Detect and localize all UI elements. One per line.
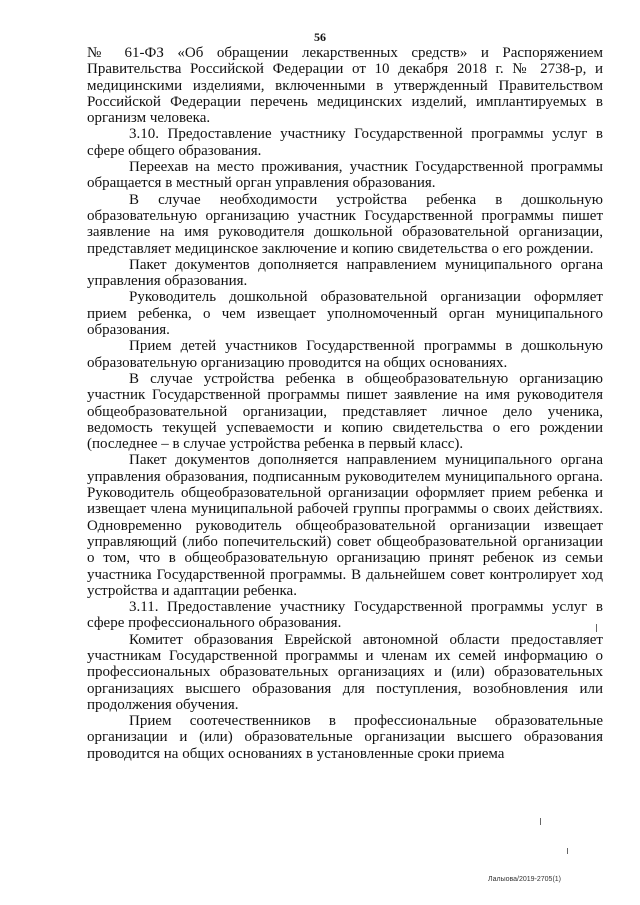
scan-mark xyxy=(596,624,597,632)
paragraph: В случае необходимости устройства ребенка в дошкольную образовательную организацию участник Государственной программы пишет заявление на имя руководителя дошкольной образовательной организации, представляет медицинское заключение и копию свидетельства о его рождении. xyxy=(87,191,603,257)
paragraph: Пакет документов дополняется направлением муниципального органа управления образования, подписанным руководителем муниципального органа. Руководитель общеобразовательной организации оформляет прием ребенка и извещает члена муниципальной рабочей группы программы о своих действиях. Одновременно руководитель общеобразовательной организации извещает управляющий (либо попечительский) совет общеобразовательной организации о том, что в общеобразовательную организацию принят ребенок из семьи участника Государственной программы. В дальнейшем совет контролирует ход устройства и адаптации ребенка. xyxy=(87,452,603,599)
section-heading-3-11: 3.11. Предоставление участнику Государственной программы услуг в сфере профессионального образования. xyxy=(87,599,603,632)
paragraph-continuation: № 61-ФЗ «Об обращении лекарственных средств» и Распоряжением Правительства Российской Федерации от 10 декабря 2018 г. № 2738-р, и медицинскими изделиями, включенными в утвержденный Правительством Российской Федерации перечень медицинских изделий, имплантируемых в организм человека. xyxy=(87,45,603,127)
paragraph: Переехав на место проживания, участник Государственной программы обращается в местный орган управления образования. xyxy=(87,159,603,192)
paragraph: Комитет образования Еврейской автономной области предоставляет участникам Государственной программы и членам их семей информацию о профессиональных образовательных организациях и (или) образовательных организациях высшего образования для поступления, возобновления или продолжения обучения. xyxy=(87,631,603,713)
scan-mark xyxy=(540,818,541,825)
scan-mark xyxy=(567,848,568,854)
document-reference: Лалыова/2019-2705(1) xyxy=(488,876,562,883)
section-heading-3-10: 3.10. Предоставление участнику Государственной программы услуг в сфере общего образования. xyxy=(87,126,603,159)
paragraph: Пакет документов дополняется направлением муниципального органа управления образования. xyxy=(87,256,603,290)
document-body xyxy=(87,45,603,762)
paragraph: В случае устройства ребенка в общеобразовательную организацию участник Государственной программы пишет заявление на имя руководителя общеобразовательной организации, представляет личное дело ученика, ведомость текущей успеваемости и копию свидетельства о его рождении (последнее – в случае устройства ребенка в первый класс). xyxy=(87,370,603,453)
paragraph: Руководитель дошкольной образовательной организации оформляет прием ребенка, о чем извещает уполномоченный орган муниципального образования. xyxy=(87,289,603,339)
paragraph: Прием соотечественников в профессиональные образовательные организации и (или) образовательные организации высшего образования проводится на общих основаниях в установленные сроки приема xyxy=(87,713,603,762)
page-number: 56 xyxy=(314,30,326,44)
paragraph: Прием детей участников Государственной программы в дошкольную образовательную организацию проводится на общих основаниях. xyxy=(87,338,603,371)
